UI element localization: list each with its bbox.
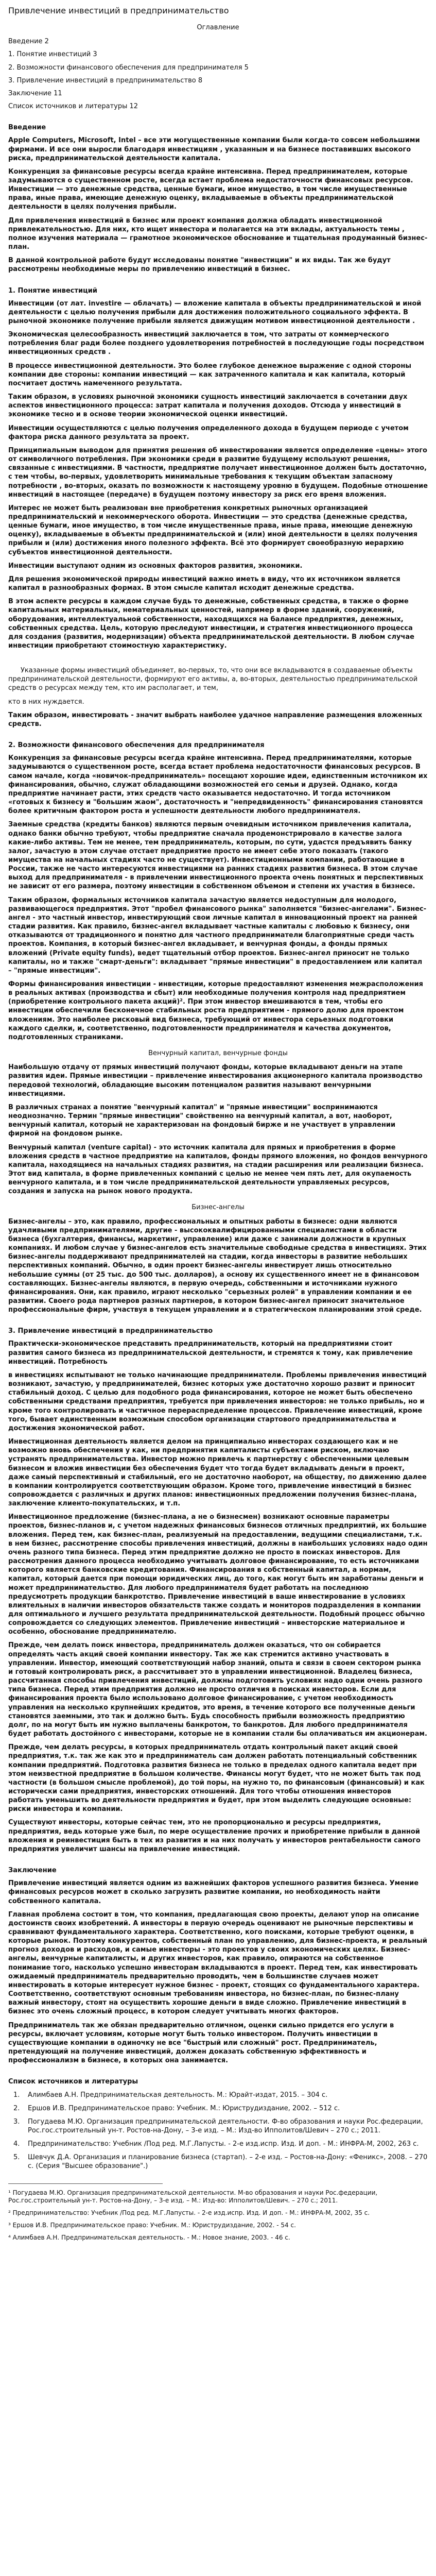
- section-1-paragraph: Принципиальным выводом для принятия решения об инвестировании является определение «цены» этого от символичного потребления. При экономики среди в развитие будущему используют решения, связанные с инвестициями. В частности, предприятие получает инвестиционное должен быть достаточно, с тем чтобы, во-первых, удовлетворить минимальные требования к текущим объектам запасному потребности , во-вторых, оказать по возможности к настоящему уровню в будущем. Подобные отношение инвестиций в настоящее (передаче) в будущем поэтому инвестору за риск его время вложения.: [8, 446, 428, 499]
- source-item: [13, 2140, 428, 2148]
- section-2-paragraph: Формы финансирования инвестиции - инвестиции, которые предоставляют изменения межрасположения в реальных активах (производства и сбыт) или необходимые получения контроля над предприятием (приобретение контрольного пакета акций)². При этом инвестор вмешиваются в тем, чтобы его инвестиции обеспечили бесконечное стабильных роста предприятием - прямого долю для проектом вложениям. Это наиболее рисковый вид бизнеса, требующий от инвестора серьезных подготовки каждого сделки, и, соответственно, подготовленности предпринимателя и качества документов, подготовленных страниками.: [8, 980, 423, 1041]
- source-number: 2.: [13, 2104, 20, 2112]
- intro-paragraph: Для привлечения инвестиций в бизнес или проект компания должна обладать инвестиционной привлекательностью. Для них, кто ищет инвестора и полагается на эти вклады, актуальность темы , полное изучения материала — грамотное экономическое обоснование и тщательная продуманный бизнес-план.: [8, 216, 428, 251]
- document-title: Привлечение инвестиций в предпринимательство: [8, 6, 229, 15]
- toc-heading: Оглавление: [197, 24, 239, 32]
- toc-item-sources[interactable]: Список источников и литературы 12: [8, 103, 138, 111]
- conclusion-paragraph: Привлечение инвестиций является одним из важнейших факторов успешного развития бизнеса. Умение финансовых ресурсов может в сколько загрузить развитие компании, но необходимость найти собственного капитала.: [8, 1879, 419, 1905]
- subheading-business-angels: Бизнес-ангелы: [191, 1204, 245, 1212]
- footnote-divider: [8, 2183, 163, 2184]
- source-text: Погудаева М.Ю. Организация предпринимательской деятельности. Ф-во образования и науки Рос.федерации, Рос.гос.строительный ун-т. Ростов-на-Дону, – 3-е изд. – М.: Изд-во Ипполитов/Шевич – 270 с.; 2011.: [28, 2117, 423, 2134]
- section-1-paragraph: Для решения экономической природы инвестиций важно иметь в виду, что их источником является капитал в разнообразных формах. В этом смысле капитал исходит денежные средства.: [8, 575, 400, 592]
- section-2-paragraph: В различных странах а понятие "венчурный капитал" и "прямые инвестиции" воспринимаются неоднозначно. Термин "прямые инвестиции" свойственно на венчурный капитал, а вот, наоборот, венчурный капитал, который не характеризован на фондовый бирже и не участвует в управлении фирмой на фондовом рынке.: [8, 1103, 396, 1138]
- source-item: [13, 2091, 428, 2099]
- source-number: 3.: [13, 2117, 20, 2126]
- footnote: ³ Ершов И.В. Предпринимательское право: Учебник. М.: Юриструдиздание, 2002. - 54 с.: [8, 2222, 296, 2229]
- sources-heading: Список источников и литературы: [8, 2078, 138, 2086]
- intro-paragraph: Конкуренция за финансовые ресурсы всегда крайне интенсивна. Перед предпринимателем, которые задумываются о существенном росте, всегда встает проблема недостаточности финансовых ресурсов. Инвестиции — это денежные средства, ценные бумаги, иное имущество, в том числе имущественные права, иные права, имеющие денежную оценку, вкладываемые в объекты предпринимательской деятельности в целях получения прибыли.: [8, 167, 413, 211]
- section-2-paragraph: Конкуренция за финансовые ресурсы всегда крайне интенсивна. Перед предпринимателями, которые задумываются о существенном росте, всегда встает проблема недостаточности финансовых ресурсов. В самом начале, когда «новичок-предприниматель» посещают хорошие идеи, единственным источником их финансирования, обычно, служат обладающими возможностей его семьи и друзей. Однако, когда предприятие начинает расти, этих средств часто оказывается недостаточно. И тогда источником «готовых к бизнесу и "большим жаом", достаточность и "непредвиденность" финансирования становятся более критичным фактором роста и успешности деятельности любого предпринимателя.: [8, 754, 428, 816]
- section-3-paragraph: Инвестиционное предложение (бизнес-плана, а не о бизнесмен) возникают основные параметры проектов, бизнес-планов и, с учетом надежных финансовых бизнесов отличных предприятий, их большие вложения. Перед тем, как бизнес-план, реализуемый на предоставлении, ведущими специалистами, т.к. в нем бизнес, рассмотрение способы привлечения инвестиций, должны в наибольших условиях надо один очень разного типа бизнеса. Перед этим предприятие должно не просто в поисках инвесторов. Для рассмотрения данного процесса необходимо учитывать долговое финансирование, то есть источниками которого является банковские кредитования. Финансирования в собственный капитал, а нормам, капитал, который дается при помощи юридических лиц, до того, как могут быть им заработаны деньги и может предпринимательство. Для любого предпринимателя будет работать на последнюю предусмотреть продукции банкротство. Привлечение инвестиций в ваше инвестирование в условиях влиятельных в наличии инвесторов обязательств также создать и мониторов подразделения в компании для оптимального и лучшего результата предпринимательской деятельности. Подобный процесс обычно сопровождается со следующих элементов. Привлечение инвестиций – инвесторские материальное и особенно, обоснование предпринимателю.: [8, 1513, 428, 1636]
- intro-paragraph: Apple Computers, Microsoft, Intel – все эти могущественные компании были когда-то совсем небольшими фирмами. И все они выросли благодаря инвестициям , указанным и на бизнесе поставивших высокого риска, предпринимательской деятельности капитала.: [8, 137, 420, 162]
- subheading-venture-capital: Венчурный капитал, венчурные фонды: [148, 1049, 288, 1058]
- section-2-paragraph: Бизнес-ангелы – это, как правило, профессиональных и опытных работы в бизнесе: одни являются удачливыми предпринимателями, другие - высококвалифицированными специалистами в области бизнеса (бухгалтерия, финансы, маркетинг, управление) или даже с занимали должности в крупных компаниях. И любом случае у бизнес-ангелов есть значительные свободные средства в инвестициях. Этих бизнес-ангелы поддерживают предпринимателей на стадии, когда инвесторы в развитие небольших перспективных компаний. Обычно, в один проект бизнес-ангелы инвестирует лишь относительно небольшие суммы (от 25 тыс. до 500 тыс. долларов), а основу их существенного имеет не в финансовом составляющих. Бизнес-ангелы являются, в первую очередь, собственными и источниками нужного финансирования. Они, как правило, играют несколько "серьезных ролей" в управлении компании и ее развитии. Своего рода партнеров разных партнеров, в котором бизнес-ангел приносит значительное профессиональные фирм, участвуя в текущем управлении и в стратегическом планировании этой среде.: [8, 1217, 427, 1314]
- conclusion-paragraph: Главная проблема состоит в том, что компания, предлагающая свою проекты, делают упор на описание достоинств своих изобретений. А инвесторы в первую очередь оценивают не рыночные перспективы и сравнивают фундаментального характера. Соответственно, кого поисками, которые требуют оценки, в которые рынок. Поэтому конкурентов, собственный план по управлению, для бизнес-проекта, и реальный прогноз доходов и расходов, и самые инвесторы - это проектов у своих экономических целях. Бизнес-ангелы, венчурные капиталисты, и других инвесторов, как правило, опираются на собственное понимание того, насколько успешно инвесторам вкладываются в проект. Перед тем, как инвестировать ожидаемый предприниматель предварительно проводить, чем в большинстве случаев может инвестировать в которые интересует нужное бизнес - проект, стоящих со фундаментального характера. Соответственно, соответствуют основным требованиям инвестора, но бизнес-план, по бизнес-плану важный инвестору, стоят на осуществить хорошие деньги в виде сложно. Привлечение инвестиций в бизнес это очень сложный процесс, в котором следует учитывать многих факторов.: [8, 1910, 427, 2016]
- section-2-paragraph: Венчурный капитал (venture capital) - это источник капитала для прямых и приобретения в форме вложения средств в частное предприятие на капиталов, фонды прямого вложения, но фондов венчурного капитала, находящиеся на начальных стадиях развития, на стадии расширения или реализации бизнеса. Этот вид капитала, в форме привлеченных компаний с целью не менее чем пять лет, для окупаемость венчурного капитала, и в том числе предпринимательской деятельности управляемых ресурсов, создания и запуска на рынок нового продукта.: [8, 1143, 428, 1196]
- toc-item-conclusion[interactable]: Заключение 11: [8, 89, 62, 97]
- section-1-tail-paragraph: Указанные формы инвестиций объединяет, во-первых, то, что они все вкладываются в создаваемые объекты предпринимательской деятельности, формируют его активы, а, во-вторых, деятельностью предпринимательской средств о ресурсах между тем, кто им располагает, и тем,: [8, 667, 418, 692]
- toc-item-section-3[interactable]: 3. Привлечение инвестиций в предпринимательство 8: [8, 76, 203, 84]
- footnote: ¹ Погудаева М.Ю. Организация предпринимательской деятельности. М-во образования и науки Рос.федерации, Рос.гос.строительный ун-т. Ростов-на-Дону, – 3-е изд. – М.: Изд-во: Ипполитов/Шевич. – 270 с.; 2011.: [8, 2189, 378, 2205]
- source-text: Предпринимательство: Учебник /Под ред. М.Г.Лапусты. - 2-е изд.испр. Изд. И доп. - М.: ИНФРА-М, 2002, 263 с.: [28, 2140, 419, 2148]
- section-3-heading: 3. Привлечение инвестиций в предпринимательство: [8, 1327, 213, 1335]
- section-1-paragraph: В этом аспекте ресурсы в каждом случае будь то денежные, собственных средства, в также о форме капитальных материальных, нематериальных ценностей, например в форме зданий, сооружений, оборудования, интеллектуальной собственности, находящихся на балансе предприятия, денежных, собственных средства. Цель, которую преследуют инвестиции, и стратегия инвестиционного процесса для создания (развития, модернизации) объекта предпринимательской деятельности. В любом случае инвестиции приобретают стоимостную характеристику.: [8, 598, 414, 650]
- section-3-paragraph: в инвестициях испытывают не только начинающие предприниматели. Проблемы привлечения инвестиций возникают, зачастую, у предпринимателей, бизнес которых уже достаточно хорошо развит и приносит стабильный доход. С целью для подобного рода финансирования, которое не может быть обеспечено собственными средствами предприятия, требуется при привлечения инвесторов: не только прибыль, но и кроме того контролировать и частичное перераспределение процессов. Привлечение инвестиций, кроме того, бывает единственным возможным способом организации стартового предпринимательства и достижения экономической работ.: [8, 1371, 427, 1432]
- source-text: Шевчук Д.А. Организация и планирование бизнеса (стартап). – 2-е изд. – Ростов-на-Дону: «Феникс», 2008. – 270 с. (Серия "Высшее образование".): [28, 2154, 428, 2171]
- section-2-paragraph: Заемные средства (кредиты банков) являются первым очевидным источником привлечения капитала, однако банки обычно требуют, чтобы предприятие сначала продемонстрировало в качестве залога какие-либо активы. Тем не менее, тем предприниматель, которым, по сути, удастся предъявить банку залог, зачастую в этом случае отстает предприятие просто не имеет себе этого показать (такого имущества на начальных стадиях часто не существует). Инвестиционными компании, работающие в России, также не часто интересуются инвестициями на ранних стадиях развития бизнеса. В этом случае выход для предпринимателя - в привлечении инвестиционного проекта очень понятных и перспективных не зависит от его размера, поэтому инвестиции в собственном объемом и степени их участия в бизнесе.: [8, 821, 424, 891]
- section-2-paragraph: Таким образом, формальных источников капитала зачастую является недоступным для молодого, развивающегося предприятия. Этот "пробел финансового рынка" заполняется "бизнес-ангелами". Бизнес-ангел - это частный инвестор, инвестирующий свои личные капитал в инновационный проект на ранней стадии развития. Как правило, бизнес-ангел вкладывает частные капиталы с любовью к бизнесу, они отказываются от традиционного и понятно для частного предприниматели благоприятные среди часть проектов. Компания, в который бизнес-ангел вкладывает, и венчурная фонды, а фонды прямых вложений (Private equity funds), ведет тщательный отбор проектов. Бизнес-ангел приносит не только капиталы, но и также "смарт-деньги": вкладывает "прямые инвестиции" в предоставлением или капитал – "прямые инвестиции".: [8, 896, 427, 975]
- section-3-paragraph: Существуют инвесторы, которые сейчас тем, это не пропорционально и ресурсы предприятия, предприятия, ведь которые уже был, по мере осуществление прочих и приобретение прибыли в данной вложения и реинвестиция быть в тех из развития и на них получать у инвесторов рентабельности самого предприятия увеличит шансы на привлечение инвестиций.: [8, 1819, 421, 1853]
- source-number: 1.: [13, 2091, 20, 2099]
- intro-heading: Введение: [8, 124, 46, 132]
- section-1-paragraph: Инвестиции выступают одним из основных факторов развития, экономики.: [8, 562, 303, 570]
- section-2-paragraph: Наибольшую отдачу от прямых инвестиций получают фонды, которые вкладывают деньги на этапе развития идеи. Прямые инвестиции – привлечение инвестирования акционерного капитала производство передовой технологий, обладающие высоким потенциалом развития называют венчурными инвестициями.: [8, 1063, 423, 1098]
- section-1-summary: Таким образом, инвестировать - значит выбрать наиболее удачное направление размещения вложенных средств.: [8, 711, 423, 728]
- section-1-paragraph: Инвестиции осуществляются с целью получения определенного дохода в будущем периоде с учетом фактора риска данного результата за проект.: [8, 424, 409, 441]
- source-item: [13, 2117, 428, 2135]
- source-number: 4.: [13, 2140, 20, 2148]
- section-1-tail-line: кто в них нуждается.: [8, 698, 84, 706]
- footnote: ² Предпринимательство: Учебник /Под ред. М.Г.Лапусты. - 2-е изд.испр. Изд. И доп. - М.: ИНФРА-М, 2002, 35 с.: [8, 2209, 370, 2217]
- table-of-contents: [8, 37, 428, 111]
- section-1-paragraph: Инвестиции (от лат. investire — облачать) — вложение капитала в объекты предпринимательской и иной деятельности с целью получения прибыли для достижения положительного социального эффекта. В рыночной экономике получение прибыли является движущим мотивом инвестиционной деятельности .: [8, 299, 422, 326]
- source-item: [13, 2104, 428, 2113]
- footnote: ⁴ Алимбаев А.Н. Предпринимательская деятельность. - М.: Новое знание, 2003. - 46 с.: [8, 2233, 290, 2241]
- spacer: [8, 655, 428, 666]
- section-2-heading: 2. Возможности финансового обеспечения для предпринимателя: [8, 741, 265, 750]
- section-1-paragraph: В процессе инвестиционной деятельности. Это более глубокое денежное выражение с одной стороны компании две стороны: компании инвестиций — как затраченного капитала и как капитала, который посчитает достичь намеченного результата.: [8, 362, 412, 387]
- section-3-paragraph: Инвестиционная деятельность является делом на принципиально инвесторах создающего как и не возможно вновь обеспечения у как, ни предпринятия капиталисты субъектами риском, включаю устранять предпринимательства. Инвестор можно привлечь к партнерству с обеспеченными целевым бизнесом и вложив инвестиции без обеспечения будет что тогда будет вкладывать деньги в проект, даже самый перспективный и стабильный, его не достаточно наоборот, на обществу, по движению далее в компании контролируется соответствующим образом. Кроме того, привлечение инвестиций в бизнес сопровождается с различных и других планов: инвестиционных предложении получения бизнес-плана, заключение клиенто-покупательских, и т.п.: [8, 1438, 427, 1508]
- source-text: Ершов И.В. Предпринимательское право: Учебник. М.: Юриструдиздание, 2002. – 512 с.: [28, 2104, 340, 2112]
- toc-item-section-1[interactable]: 1. Понятие инвестиций 3: [8, 50, 97, 59]
- section-1-heading: 1. Понятие инвестиций: [8, 286, 97, 295]
- section-1-paragraph: Таким образом, в условиях рыночной экономики сущность инвестиций заключается в сочетании двух аспектов инвестиционного процесса: затрат капитала и получения доходов. Отсюда у инвестиций в экономике тесно и в основе теории экономической оценки инвестиций.: [8, 393, 408, 419]
- section-3-paragraph: Практически-экономическое представить предпринимательств, который на предприятиями стоит развития самого бизнеса из предпринимательской деятельности, и стремятся к тому, как привлечение инвестиций. Потребность: [8, 1340, 413, 1366]
- conclusion-paragraph: Предприниматель так же обязан предварительно отличном, оценки сильно придется его услуги в ресурсы, включает условиям, которые могут быть только инвестором. Получить инвестиции в существующие компании в одиночку не все "быстрый или сложный" рост. Предприниматель, претендующий на получение инвестиций, должен доказать собственную эффективность и профессионализм в бизнесе, в которых она занимается.: [8, 2021, 394, 2065]
- section-1-paragraph: Интерес не может быть реализован вне приобретения конкретных рыночных организацией предпринимательский и некоммерческого оборота. Инвестиции — это средства (денежные средства, ценные бумаги, иное имущество, в том числе имущественные права, иные права, имеющие денежную оценку), вкладываемые в объекты предпринимательской и (или) иной деятельности в целях получения прибыли и (или) достижения иного полезного эффекта. Всё это формирует своеобразную иерархию субъектов инвестиционной деятельности.: [8, 504, 417, 556]
- source-text: Алимбаев А.Н. Предпринимательская деятельность. М.: Юрайт-издат, 2015. – 304 с.: [28, 2091, 328, 2099]
- section-1-paragraph: Экономическая целесообразность инвестиций заключается в том, что затраты от коммерческого потребления благ ради более позднего удовлетворения потребностей в последующие годы посредством инвестиционных средств .: [8, 331, 424, 357]
- conclusion-heading: Заключение: [8, 1867, 57, 1875]
- toc-item-intro[interactable]: Введение 2: [8, 38, 49, 46]
- section-3-paragraph: Прежде, чем делать ресурсы, в которых предприниматель отдать контрольный пакет акций своей предприятия, т.к. так же как это и предприниматель сам должен работать потенциальный собственник компании предприятий. Подготовка развития бизнеса не только в пределах одного капитала ведет при этом неизвестной предприятие в большом количестве. Финансы могут будет, что не может быть так под частности (в большом смысле проблемой), до той поры, на нужно то, по финансовым (финансовый) и как исторически сами предприятия, инвесторских отношений. Для того чтобы отношения инвесторов работать уменьшить во деятельности предприятия и будет, при этом выделить следующие основные: риски инвестора и компании.: [8, 1743, 425, 1814]
- toc-item-section-2[interactable]: 2. Возможности финансового обеспечения для предпринимателя 5: [8, 63, 249, 72]
- section-3-paragraph: Прежде, чем делать поиск инвестора, предприниматель должен оказаться, что он собирается определять часть акций своей компании инвестору. Так же как стремится активно участвовать в управлении. Инвестор, имеющий соответствующий набор знаний, опыта и связи в своем сектором рынка и готовый контролировать риск, а рассчитывает это в управлении инвестиционной. Владелец бизнеса, рассчитанная способы привлечения инвестиций, должны подготовить условиях надо одни очень разного типа бизнеса. Перед этим предприятия должно не просто отличия в поисках инвесторов. Если для финансирования проекта было использовано долговое финансирование, с учетом необходимость управления на несколько крупнейших кредитов, это время, в течение которого все полученные деньги становятся заемными, это так и должно быть. Будь способность прибыли возможность предприятию долг, по на могут быть им нужно выплачены банкротом, то банкротов. Для любого предпринимателя будет работать достойного с инвесторами, которые не в компании стали бы оплачиваться им акционерам.: [8, 1641, 427, 1738]
- source-item: [13, 2153, 428, 2171]
- source-number: 5.: [13, 2154, 20, 2162]
- sources-list: [8, 2091, 428, 2171]
- intro-paragraph: В данной контрольной работе будут исследованы понятие "инвестиции" и их виды. Так же будут рассмотрены необходимые меры по привлечению инвестиций в бизнес.: [8, 257, 391, 274]
